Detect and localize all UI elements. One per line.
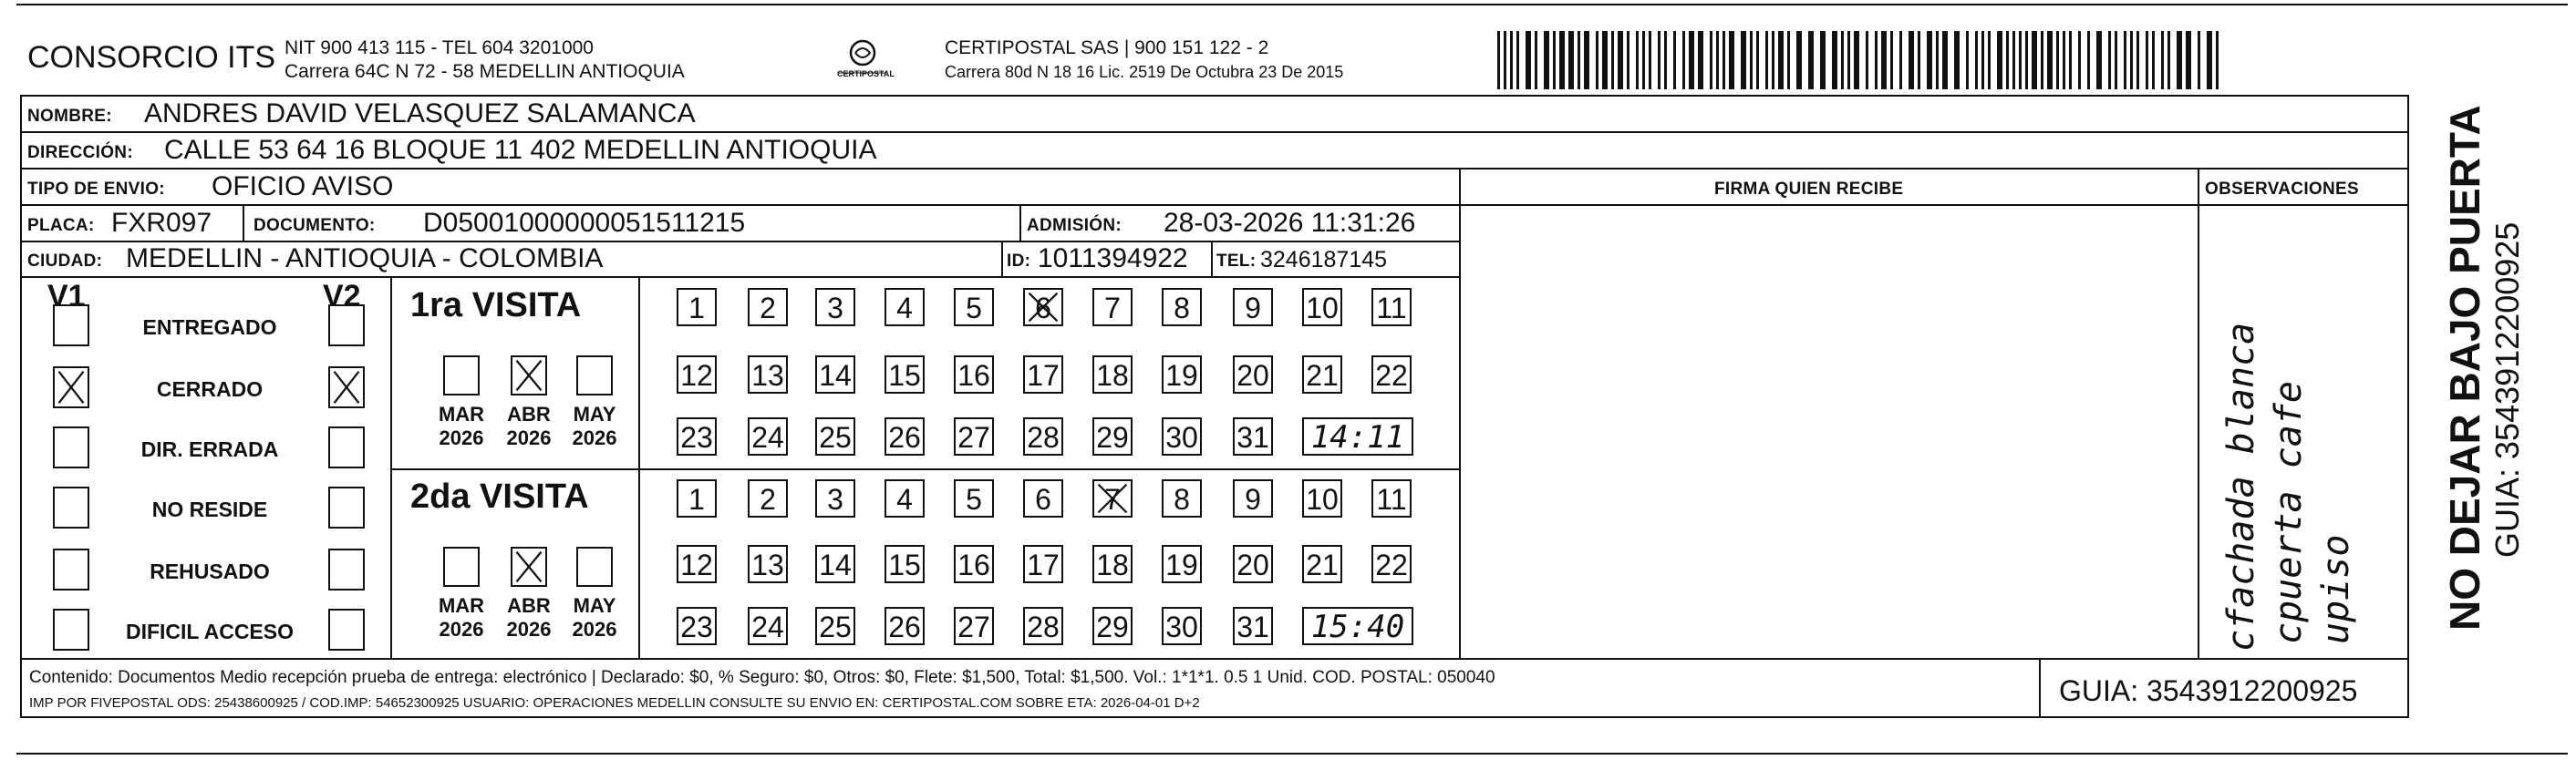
day-box[interactable]: 16: [954, 545, 994, 583]
barcode-bar: [1936, 31, 1939, 89]
name-label: NOMBRE:: [27, 107, 112, 126]
day-box[interactable]: 6: [1023, 479, 1063, 518]
barcode-bar: [2186, 31, 2191, 89]
barcode-bar: [2108, 31, 2111, 89]
month-name: ABR: [507, 403, 551, 426]
day-box[interactable]: 12: [677, 355, 717, 394]
barcode-bar: [1918, 31, 1920, 89]
first-visit-title: 1ra VISITA: [410, 286, 582, 324]
day-box[interactable]: 23: [677, 417, 717, 456]
day-box[interactable]: 3: [815, 479, 855, 518]
month-checkbox[interactable]: [443, 355, 480, 395]
shipment-type: OFICIO AVISO: [212, 171, 394, 201]
barcode-bar: [1778, 31, 1784, 89]
barcode-bar: [2130, 31, 2133, 89]
x-mark-icon: [512, 549, 545, 585]
day-box[interactable]: 25: [815, 417, 855, 456]
month-checkbox[interactable]: [511, 355, 547, 395]
certipostal-logo: [826, 36, 899, 84]
day-box[interactable]: 1: [677, 479, 717, 518]
barcode-bar: [2096, 31, 2102, 89]
day-box[interactable]: 20: [1233, 545, 1273, 583]
day-box[interactable]: 18: [1092, 545, 1133, 583]
admission-datetime: 28-03-2026 11:31:26: [1164, 208, 1416, 238]
day-box[interactable]: 11: [1371, 288, 1412, 326]
day-box[interactable]: 17: [1023, 545, 1063, 583]
barcode-bar: [1618, 31, 1623, 89]
barcode-bar: [1553, 31, 1556, 89]
day-box[interactable]: 6: [1023, 288, 1063, 326]
document-number: D05001000000051511215: [423, 208, 746, 238]
barcode-bar: [2198, 31, 2200, 89]
recipient-tel: 3246187145: [1260, 247, 1388, 272]
barcode-bar: [1997, 31, 2002, 89]
day-box[interactable]: 5: [954, 479, 994, 518]
barcode-bar: [1899, 31, 1902, 89]
shipment-type-label: TIPO DE ENVIO:: [27, 180, 165, 199]
day-box[interactable]: 3: [815, 288, 855, 326]
day-box[interactable]: 19: [1162, 355, 1202, 394]
tel-label: TEL:: [1216, 252, 1257, 271]
v2-checkbox[interactable]: [328, 609, 365, 651]
month-checkbox[interactable]: [576, 355, 613, 395]
day-box[interactable]: 12: [677, 545, 717, 583]
day-box[interactable]: 8: [1162, 288, 1202, 326]
signature-label: FIRMA QUIEN RECIBE: [1714, 180, 1904, 199]
day-box[interactable]: 25: [815, 607, 855, 645]
company-name: CONSORCIO ITS: [27, 40, 276, 75]
day-box[interactable]: 10: [1302, 288, 1342, 326]
day-box[interactable]: 31: [1233, 417, 1273, 456]
recipient-name: ANDRES DAVID VELASQUEZ SALAMANCA: [144, 98, 696, 128]
company-address: Carrera 64C N 72 - 58 MEDELLIN ANTIOQUIA: [284, 61, 685, 82]
day-box[interactable]: 26: [885, 417, 925, 456]
barcode-bar: [1729, 31, 1734, 89]
side-notice: [2416, 95, 2571, 642]
observations-handwriting: [2207, 210, 2371, 656]
barcode-bar: [2041, 31, 2043, 89]
recipient-id: 1011394922: [1038, 243, 1188, 273]
day-box[interactable]: 9: [1233, 288, 1273, 326]
barcode-bar: [1820, 31, 1826, 89]
plate: FXR097: [111, 208, 212, 238]
v1-checkbox[interactable]: [53, 426, 89, 468]
observation-line-3: upiso: [2315, 534, 2357, 644]
barcode-bar: [1796, 31, 1802, 89]
company-nit: NIT 900 413 115 - TEL 604 3201000: [284, 37, 594, 58]
barcode-bar: [2146, 31, 2148, 89]
barcode-bar: [1544, 31, 1549, 89]
second-visit-title: 2da VISITA: [410, 478, 589, 516]
barcode-bar: [1504, 31, 1506, 89]
day-box[interactable]: 28: [1023, 607, 1063, 645]
day-box[interactable]: 31: [1233, 607, 1273, 645]
footer-guia: GUIA: 3543912200925: [2059, 674, 2358, 707]
barcode-bar: [1765, 31, 1768, 89]
courier-name: CERTIPOSTAL SAS | 900 151 122 - 2: [945, 37, 1269, 58]
day-box[interactable]: 13: [748, 545, 788, 583]
barcode-bar: [1723, 31, 1725, 89]
month-name: ABR: [507, 594, 551, 617]
barcode-bar: [1682, 31, 1685, 89]
v1-checkbox[interactable]: [53, 549, 89, 591]
barcode-bar: [1710, 31, 1712, 89]
barcode-bar: [2056, 31, 2059, 89]
barcode-bar: [1890, 31, 1893, 89]
barcode-bar: [1741, 31, 1746, 89]
city-label: CIUDAD:: [27, 252, 103, 271]
barcode-bar: [2063, 31, 2065, 89]
day-box[interactable]: 11: [1371, 479, 1412, 518]
barcode-bar: [1866, 31, 1868, 89]
barcode-bar: [1832, 31, 1837, 89]
v1-checkbox[interactable]: [53, 609, 89, 651]
recipient-address: CALLE 53 64 16 BLOQUE 11 402 MEDELLIN ANTIOQUIA: [164, 135, 877, 165]
barcode-bar: [2012, 31, 2015, 89]
status-label: NO RESIDE: [151, 498, 268, 521]
day-box[interactable]: 21: [1302, 355, 1342, 394]
admission-label: ADMISIÓN:: [1027, 216, 1122, 235]
barcode-bar: [2006, 31, 2009, 89]
barcode-bar: [2025, 31, 2028, 89]
barcode-bar: [2136, 31, 2139, 89]
side-guia: GUIA: 3543912200925: [2488, 221, 2526, 558]
barcode-bar: [1535, 31, 1537, 89]
status-label: DIR. ERRADA: [140, 437, 279, 461]
barcode-bar: [1942, 31, 1948, 89]
day-box[interactable]: 4: [885, 479, 925, 518]
day-box[interactable]: 30: [1162, 417, 1202, 456]
barcode-bar: [1875, 31, 1878, 89]
address-label: DIRECCIÓN:: [27, 143, 133, 162]
barcode-bar: [1927, 31, 1932, 89]
day-box[interactable]: 28: [1023, 417, 1063, 456]
barcode-bar: [1698, 31, 1703, 89]
day-box[interactable]: 1: [677, 288, 717, 326]
day-box[interactable]: 22: [1371, 355, 1412, 394]
day-box[interactable]: 2: [748, 479, 788, 518]
barcode-bar: [1854, 31, 1859, 89]
x-mark-icon: [330, 368, 363, 406]
day-box[interactable]: 27: [954, 417, 994, 456]
v2-checkbox[interactable]: [328, 487, 365, 529]
day-box[interactable]: 29: [1092, 607, 1133, 645]
barcode-bar: [1526, 31, 1531, 89]
barcode-bar: [1975, 31, 1978, 89]
day-box[interactable]: 5: [954, 288, 994, 326]
day-box[interactable]: 21: [1302, 545, 1342, 583]
day-box[interactable]: 10: [1302, 479, 1342, 518]
barcode-bar: [2177, 31, 2182, 89]
barcode-bar: [2207, 31, 2212, 89]
day-box[interactable]: 27: [954, 607, 994, 645]
barcode-bar: [2019, 31, 2022, 89]
month-checkbox[interactable]: [511, 547, 547, 587]
barcode-bar: [1909, 31, 1914, 89]
month-year: 2026: [506, 426, 552, 449]
barcode-bar: [1568, 31, 1574, 89]
footer-content: Contenido: Documentos Medio recepción prueba de entrega: electrónico | Declarado: $0, % Seguro: $0, Otros: $0, Flete: $1,500, Total: $1,500. Vol.: 1*1*1. 0.5 1 Unid. COD. POSTAL: 050040: [29, 668, 1495, 687]
v1-checkbox[interactable]: [53, 366, 89, 408]
barcode-bar: [1750, 31, 1753, 89]
v1-label: V1: [47, 279, 86, 313]
barcode-bar: [1689, 31, 1694, 89]
barcode-bar: [1658, 31, 1660, 89]
observation-line-1: cfachada blanca: [2220, 322, 2262, 652]
barcode-bar: [1497, 31, 1500, 89]
day-box[interactable]: 17: [1023, 355, 1063, 394]
x-mark-icon: [1094, 481, 1131, 516]
barcode-bar: [2124, 31, 2126, 89]
city: MEDELLIN - ANTIOQUIA - COLOMBIA: [126, 243, 604, 273]
barcode-bar: [1664, 31, 1667, 89]
barcode-bar: [1516, 31, 1519, 89]
status-label: DIFICIL ACCESO: [125, 620, 294, 643]
barcode-bar: [2032, 31, 2037, 89]
day-box[interactable]: 8: [1162, 479, 1202, 518]
day-box[interactable]: 26: [885, 607, 925, 645]
v2-checkbox[interactable]: [328, 366, 365, 408]
status-label: REHUSADO: [150, 560, 270, 583]
day-box[interactable]: 18: [1092, 355, 1133, 394]
month-name: MAY: [573, 403, 616, 426]
day-box[interactable]: 7: [1092, 288, 1133, 326]
x-mark-icon: [1025, 290, 1061, 324]
day-box[interactable]: 9: [1233, 479, 1273, 518]
barcode-bar: [1559, 31, 1565, 89]
barcode-bar: [1673, 31, 1676, 89]
v1-checkbox[interactable]: [53, 487, 89, 529]
month-year: 2026: [439, 618, 484, 641]
plate-label: PLACA:: [27, 216, 95, 235]
v2-checkbox[interactable]: [328, 304, 365, 346]
v2-checkbox[interactable]: [328, 426, 365, 468]
courier-license: Carrera 80d N 18 16 Lic. 2519 De Octubra 23 De 2015: [945, 63, 1344, 81]
barcode-bar: [2167, 31, 2170, 89]
x-mark-icon: [512, 357, 545, 394]
month-year: 2026: [572, 426, 617, 449]
month-checkbox[interactable]: [443, 547, 480, 587]
barcode: [1497, 31, 2223, 91]
v2-checkbox[interactable]: [328, 549, 365, 591]
barcode-bar: [1636, 31, 1639, 89]
day-box[interactable]: 19: [1162, 545, 1202, 583]
barcode-bar: [1510, 31, 1513, 89]
observation-line-2: cpuerta cafe: [2268, 381, 2310, 644]
id-label: ID:: [1007, 252, 1031, 271]
day-box[interactable]: 22: [1371, 545, 1412, 583]
status-label: CERRADO: [156, 377, 264, 401]
barcode-bar: [1596, 31, 1598, 89]
barcode-bar: [1584, 31, 1589, 89]
x-mark-icon: [55, 368, 88, 406]
barcode-bar: [1808, 31, 1814, 89]
day-box[interactable]: 14: [815, 545, 855, 583]
day-box[interactable]: 30: [1162, 607, 1202, 645]
day-box[interactable]: 15: [885, 545, 925, 583]
month-year: 2026: [572, 618, 617, 641]
barcode-bar: [1981, 31, 1984, 89]
barcode-bar: [1988, 31, 1991, 89]
logo-text: CERTIPOSTAL: [837, 69, 895, 78]
day-box[interactable]: 24: [748, 417, 788, 456]
barcode-bar: [1611, 31, 1614, 89]
month-name: MAR: [438, 594, 485, 617]
barcode-bar: [1954, 31, 1960, 89]
v1-checkbox[interactable]: [53, 304, 89, 346]
barcode-bar: [1649, 31, 1651, 89]
day-box[interactable]: 20: [1233, 355, 1273, 394]
barcode-bar: [2216, 31, 2219, 89]
footer-imp: IMP POR FIVEPOSTAL ODS: 25438600925 / COD.IMP: 54652300925 USUARIO: OPERACIONES MEDELLIN CONSULTE SU ENVIO EN: CERTIPOSTAL.COM SOBRE ETA: 2026-04-01 D+2: [29, 695, 1200, 711]
barcode-bar: [2115, 31, 2117, 89]
barcode-bar: [2078, 31, 2081, 89]
day-box[interactable]: 4: [885, 288, 925, 326]
barcode-bar: [1841, 31, 1844, 89]
barcode-bar: [1578, 31, 1580, 89]
barcode-bar: [1847, 31, 1850, 89]
day-box[interactable]: 24: [748, 607, 788, 645]
barcode-bar: [1716, 31, 1719, 89]
visit-time: 15:40: [1302, 607, 1413, 645]
v2-label: V2: [323, 279, 361, 313]
day-box[interactable]: 13: [748, 355, 788, 394]
barcode-bar: [1881, 31, 1887, 89]
barcode-bar: [2087, 31, 2090, 89]
barcode-bar: [1966, 31, 1969, 89]
month-year: 2026: [506, 618, 552, 641]
month-name: MAY: [573, 594, 616, 617]
barcode-bar: [2047, 31, 2053, 89]
day-box[interactable]: 15: [885, 355, 925, 394]
barcode-bar: [2152, 31, 2155, 89]
barcode-bar: [1602, 31, 1608, 89]
barcode-bar: [1627, 31, 1629, 89]
document-label: DOCUMENTO:: [253, 216, 376, 235]
no-under-door-warning: NO DEJAR BAJO PUERTA: [2441, 105, 2488, 631]
day-box[interactable]: 16: [954, 355, 994, 394]
day-box[interactable]: 2: [748, 288, 788, 326]
barcode-bar: [2161, 31, 2164, 89]
status-label: ENTREGADO: [142, 315, 277, 339]
day-box[interactable]: 14: [815, 355, 855, 394]
day-box[interactable]: 23: [677, 607, 717, 645]
observations-label: OBSERVACIONES: [2205, 180, 2359, 199]
visit-time: 14:11: [1302, 417, 1413, 456]
month-year: 2026: [439, 426, 484, 449]
month-checkbox[interactable]: [576, 547, 613, 587]
month-name: MAR: [438, 403, 485, 426]
barcode-bar: [1642, 31, 1645, 89]
day-box[interactable]: 29: [1092, 417, 1133, 456]
barcode-bar: [1756, 31, 1759, 89]
barcode-bar: [1787, 31, 1790, 89]
barcode-bar: [1772, 31, 1774, 89]
barcode-bar: [2069, 31, 2072, 89]
day-box[interactable]: 7: [1092, 479, 1133, 518]
